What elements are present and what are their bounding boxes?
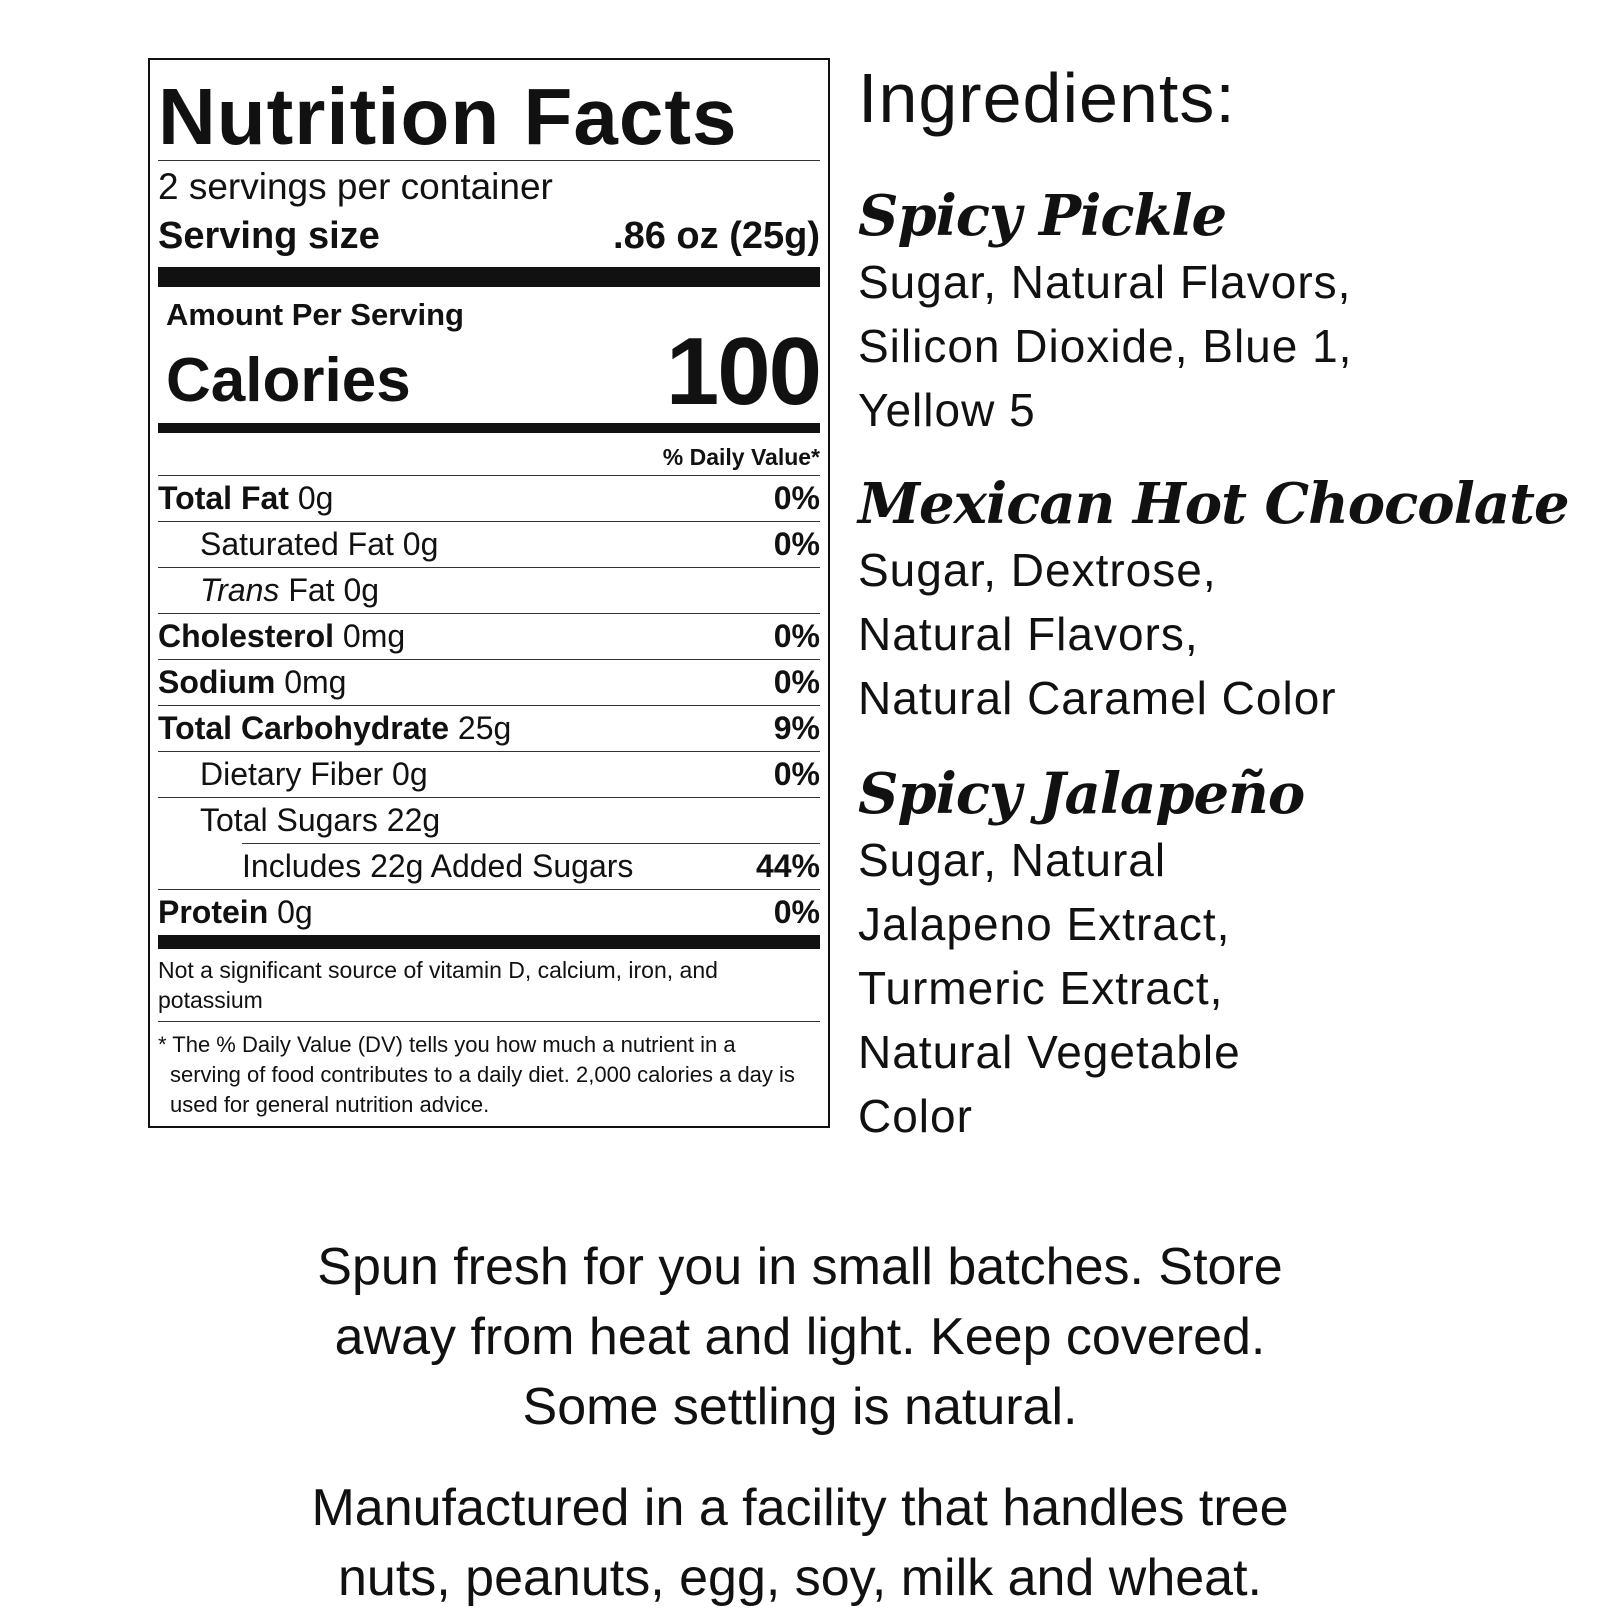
nutrient-name: Sodium 0mg [158,664,347,700]
nutrient-name: Cholesterol 0mg [158,618,406,654]
nutrient-row-added-sugars [158,843,820,889]
nutrient-name: Includes 22g Added Sugars [242,847,634,884]
nutrient-dv: 9% [773,710,820,746]
nutrient-name: Total Sugars 22g [200,802,441,838]
flavor-spicy-pickle [858,182,1578,442]
ingredient-line: Sugar, Dextrose, [858,544,1217,596]
ingredient-line: Jalapeno Extract, [858,898,1231,950]
daily-value-header: % Daily Value* [662,444,820,470]
nutrient-name: Protein 0g [158,894,313,930]
ingredient-line: Sugar, Natural [858,834,1167,886]
allergen-note-line: nuts, peanuts, egg, soy, milk and wheat. [337,1549,1262,1607]
nutrition-facts-title: Nutrition Facts [158,72,738,161]
allergen-note [0,1473,1600,1613]
nutrient-name: Trans Fat 0g [200,572,380,608]
calories-row [158,318,820,425]
nutrient-row-total-sugars [158,797,820,843]
nutrient-dv: 0% [773,894,820,930]
nutrient-name: Dietary Fiber 0g [200,756,428,792]
nutrient-row-total-carbohydrate [158,705,820,751]
storage-note-line: Spun fresh for you in small batches. Store [317,1238,1283,1296]
nutrient-row-protein [158,889,820,935]
nutrient-dv: 44% [755,847,820,884]
ingredients-column [858,58,1578,1148]
flavor-mexican-hot-chocolate [858,470,1578,730]
nutrition-facts-panel [148,58,830,1128]
nutrient-row-total-fat [158,475,820,521]
divider-thick [158,267,820,287]
nutrient-row-dietary-fiber [158,751,820,797]
serving-size-row [158,211,820,261]
ingredient-line: Natural Flavors, [858,608,1199,660]
nutrient-dv: 0% [773,480,820,516]
flavor-name: Mexican Hot Chocolate [858,471,1569,537]
flavor-name: Spicy Pickle [858,183,1227,249]
storage-note [0,1232,1600,1442]
ingredient-line: Color [858,1090,973,1142]
ingredient-line: Turmeric Extract, [858,962,1224,1014]
nutrient-row-trans-fat [158,567,820,613]
divider-medium [158,935,820,949]
nutrient-name: Saturated Fat 0g [200,526,439,562]
serving-size-label: Serving size [158,215,380,257]
vitamin-note: Not a significant source of vitamin D, calcium, iron, and potassium [158,949,820,1022]
ingredients-heading: Ingredients: [858,59,1236,137]
daily-value-footnote: * The % Daily Value (DV) tells you how much a nutrient in a serving of food contributes to a daily diet. 2,000 calories a day is used for general nutrition advice. [158,1032,795,1117]
flavor-ingredients [858,250,1578,442]
flavor-spicy-jalapeno [858,760,1578,1148]
nutrient-dv: 0% [773,664,820,700]
storage-note-line: away from heat and light. Keep covered. [334,1308,1266,1366]
nutrient-dv: 0% [773,526,820,562]
nutrient-name: Total Fat 0g [158,480,334,516]
amount-per-serving: Amount Per Serving [166,297,464,332]
nutrient-name: Total Carbohydrate 25g [158,710,512,746]
nutrient-row-saturated-fat [158,521,820,567]
ingredient-line: Yellow 5 [858,384,1036,436]
flavor-name: Spicy Jalapeño [858,761,1305,827]
ingredient-line: Natural Vegetable [858,1026,1241,1078]
flavor-ingredients [858,538,1578,730]
nutrient-row-cholesterol [158,613,820,659]
storage-note-line: Some settling is natural. [522,1378,1078,1436]
nutrient-row-sodium [158,659,820,705]
nutrient-dv: 0% [773,756,820,792]
ingredient-line: Sugar, Natural Flavors, [858,256,1352,308]
allergen-note-line: Manufactured in a facility that handles tree [311,1479,1289,1537]
serving-size-value: .86 oz (25g) [613,215,820,257]
ingredient-line: Natural Caramel Color [858,672,1337,724]
calories-label: Calories [166,346,411,415]
nutrient-dv: 0% [773,618,820,654]
servings-per-container: 2 servings per container [158,166,553,207]
flavor-ingredients [858,828,1578,1148]
ingredient-line: Silicon Dioxide, Blue 1, [858,320,1353,372]
calories-value: 100 [665,318,820,425]
